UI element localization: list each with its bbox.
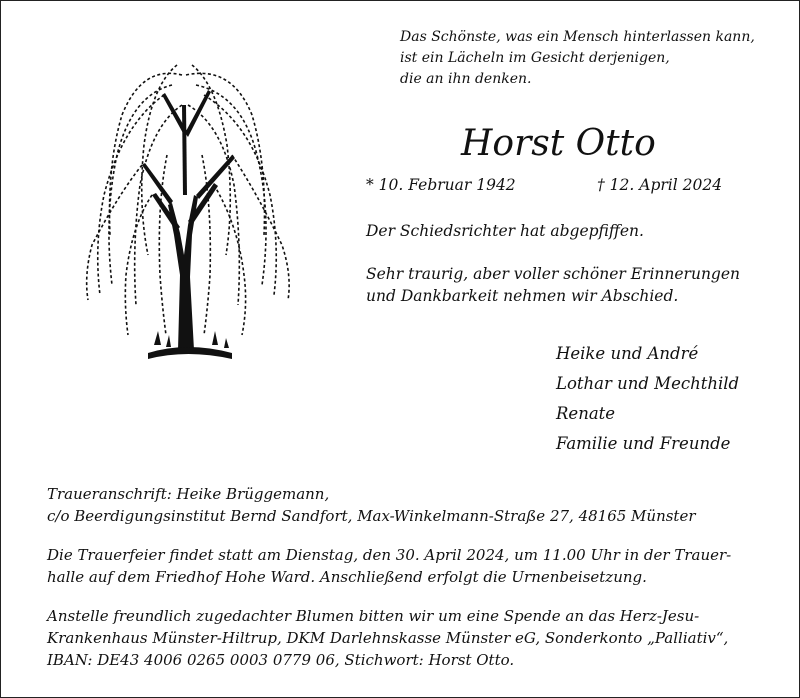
- deceased-name: Horst Otto: [461, 123, 656, 164]
- donation-info: [47, 605, 728, 671]
- memorial-quote: [400, 27, 755, 90]
- farewell-paragraph-line: und Dankbarkeit nehmen wir Abschied.: [366, 287, 679, 305]
- death-date: † 12. April 2024: [597, 176, 723, 194]
- mourner-name: Lothar und Mechthild: [556, 374, 740, 393]
- mourner-name: Familie und Freunde: [556, 434, 731, 453]
- donation-line: Krankenhaus Münster-Hiltrup, DKM Darlehnskasse Münster eG, Sonderkonto „Palliativ“,: [47, 629, 729, 647]
- mourning-address: [47, 483, 696, 527]
- address-line: Traueranschrift: Heike Brüggemann,: [47, 485, 330, 503]
- ceremony-info: [47, 544, 731, 588]
- farewell-paragraph-line: Sehr traurig, aber voller schöner Erinnerungen: [366, 265, 741, 283]
- donation-line: IBAN: DE43 4006 0265 0003 0779 06, Stichwort: Horst Otto.: [47, 651, 515, 669]
- quote-line: die an ihn denken.: [400, 71, 532, 87]
- farewell-paragraph: [366, 263, 740, 307]
- quote-line: Das Schönste, was ein Mensch hinterlassen kann,: [400, 29, 755, 45]
- farewell-line: Der Schiedsrichter hat abgepfiffen.: [366, 222, 644, 240]
- mourner-name: Heike und André: [556, 344, 699, 363]
- address-line: c/o Beerdigungsinstitut Bernd Sandfort, Max-Winkelmann-Straße 27, 48165 Münster: [47, 507, 696, 525]
- weeping-willow-tree-icon: [82, 45, 294, 365]
- birth-date: * 10. Februar 1942: [366, 176, 516, 194]
- ceremony-line: Die Trauerfeier findet statt am Dienstag, den 30. April 2024, um 11.00 Uhr in der Trauer-: [47, 546, 732, 564]
- mourner-name: Renate: [556, 404, 616, 423]
- quote-line: ist ein Lächeln im Gesicht derjenigen,: [400, 50, 670, 66]
- ceremony-line: halle auf dem Friedhof Hohe Ward. Anschließend erfolgt die Urnenbeisetzung.: [47, 568, 647, 586]
- mourners-list: [556, 339, 739, 459]
- donation-line: Anstelle freundlich zugedachter Blumen bitten wir um eine Spende an das Herz-Jesu-: [47, 607, 700, 625]
